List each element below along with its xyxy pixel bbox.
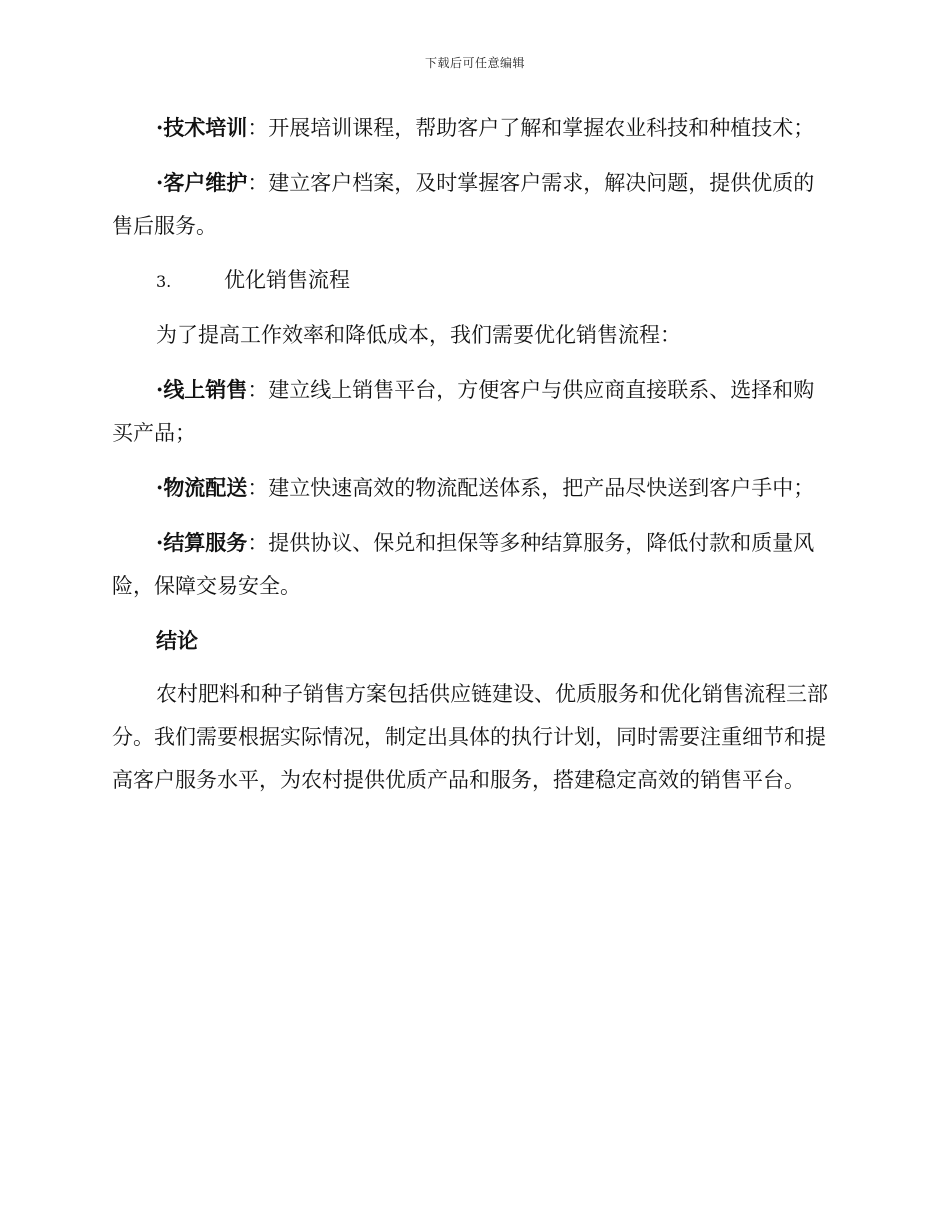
bullet-term: 客户维护	[163, 170, 248, 195]
bullet-text: ：开展培训课程，帮助客户了解和掌握农业科技和种植技术；	[247, 116, 815, 140]
bullet-text: ：提供协议、保兑和担保等多种结算服务，降低付款和质量风险，保障交易安全。	[112, 531, 815, 598]
section-intro: 为了提高工作效率和降低成本，我们需要优化销售流程：	[156, 323, 681, 347]
bullet-dot: ·	[156, 170, 164, 195]
bullet-text: ：建立线上销售平台，方便客户与供应商直接联系、选择和购买产品；	[112, 378, 815, 445]
bullet-text: ：建立客户档案，及时掌握客户需求，解决问题，提供优质的售后服务。	[112, 171, 815, 238]
bullet-term: 结算服务	[163, 530, 248, 555]
bullet-dot: ·	[156, 377, 164, 402]
bullet-customer-maintenance	[112, 161, 832, 248]
page-header: 下载后可任意编辑	[424, 56, 525, 70]
bullet-dot: ·	[156, 475, 164, 500]
bullet-term: 线上销售	[163, 377, 248, 402]
conclusion-text: 农村肥料和种子销售方案包括供应链建设、优质服务和优化销售流程三部分。我们需要根据实际情况，制定出具体的执行计划，同时需要注重细节和提高客户服务水平，为农村提供优质产品和服务，搭建稳定高效的销售平台。	[112, 682, 828, 792]
document-body	[112, 106, 832, 813]
bullet-dot: ·	[156, 115, 164, 140]
bullet-technical-training	[112, 106, 832, 150]
bullet-text: ：建立快速高效的物流配送体系，把产品尽快送到客户手中；	[247, 476, 815, 500]
section-title: 优化销售流程	[224, 268, 350, 292]
bullet-online-sales	[112, 368, 832, 455]
bullet-logistics	[112, 466, 832, 510]
section-number: 3.	[156, 272, 172, 291]
bullet-dot: ·	[156, 530, 164, 555]
section-heading	[112, 259, 832, 303]
bullet-term: 物流配送	[163, 475, 248, 500]
conclusion-title: 结论	[156, 628, 198, 653]
bullet-settlement	[112, 521, 832, 608]
bullet-term: 技术培训	[163, 115, 248, 140]
